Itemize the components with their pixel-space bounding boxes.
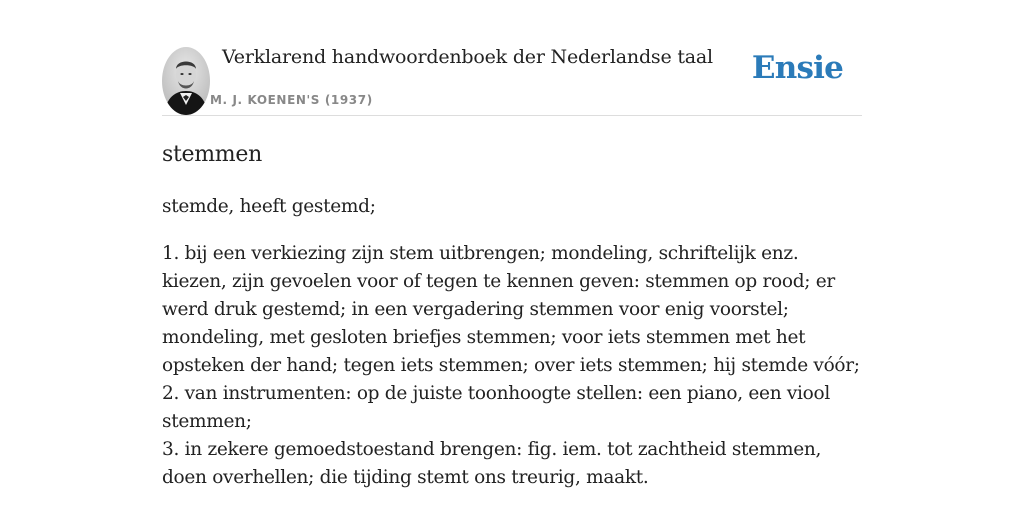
book-title: Verklarend handwoordenboek der Nederlandse taal xyxy=(222,46,713,68)
brand-logo-link[interactable]: Ensie xyxy=(751,50,843,86)
header xyxy=(162,42,862,116)
definition-sense: 3. in zekere gemoedstoestand brengen: fig. iem. tot zachtheid stemmen, doen overhellen; die tijding stemt ons treurig, maakt. xyxy=(162,439,822,488)
entry-content xyxy=(162,132,862,492)
portrait-icon xyxy=(162,47,210,115)
grammar-forms: stemde, heeft gestemd; xyxy=(162,196,376,217)
headword: stemmen xyxy=(162,142,262,167)
definition-sense: 2. van instrumenten: op de juiste toonhoogte stellen: een piano, een viool stemmen; xyxy=(162,383,830,432)
book-subtitle: M. J. KOENEN'S (1937) xyxy=(210,93,373,107)
definition-sense: 1. bij een verkiezing zijn stem uitbrengen; mondeling, schriftelijk enz. kiezen, zijn gevoelen voor of tegen te kennen geven: stemmen op rood; er werd druk gestemd; in een vergadering stemmen voor enig voorstel; mondeling, met gesloten briefjes stemmen; voor iets stemmen met het opsteken der hand; tegen iets stemmen; over iets stemmen; hij stemde vóór; xyxy=(162,243,860,376)
definitions xyxy=(162,240,862,492)
